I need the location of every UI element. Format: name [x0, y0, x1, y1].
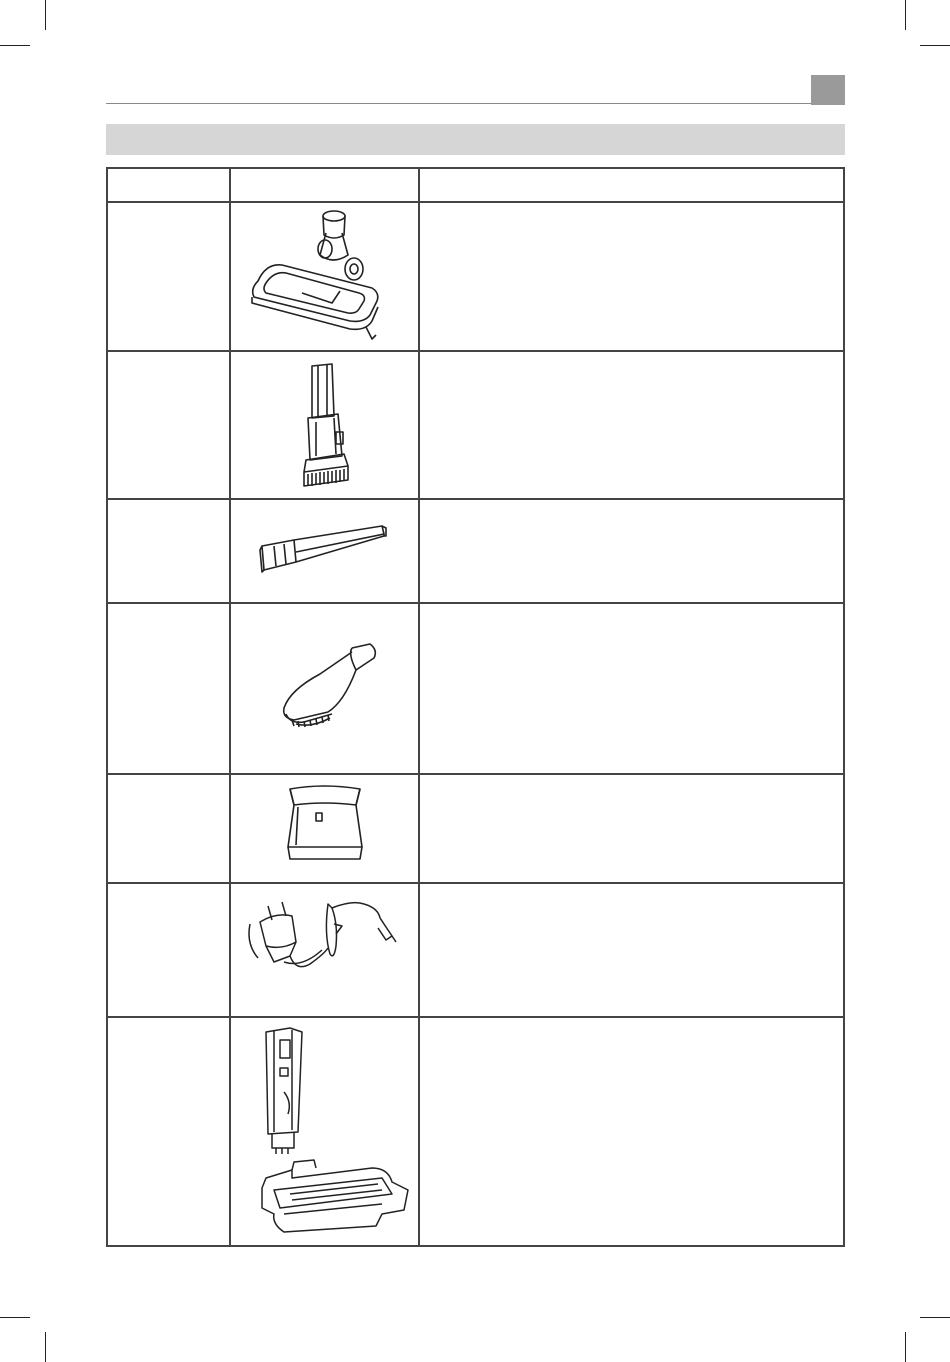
- section-title-bar: [106, 124, 845, 155]
- crop-mark-bottom-right-v: [905, 1332, 906, 1362]
- row-divider: [106, 602, 845, 604]
- power-adapter-icon: [232, 884, 416, 1016]
- upholstery-brush-icon: [232, 604, 416, 772]
- crop-mark-top-right-v: [905, 0, 906, 30]
- crop-mark-top-left-v: [45, 0, 46, 30]
- battery-and-wall-mount-icon: [232, 1018, 416, 1244]
- column-divider: [229, 167, 231, 1247]
- header-rule: [106, 103, 811, 104]
- crop-mark-top-left-h: [0, 45, 30, 46]
- column-divider: [418, 167, 420, 1247]
- crop-mark-bottom-left-h: [0, 1317, 30, 1318]
- table-border-top: [106, 167, 845, 169]
- page-tab: [811, 75, 845, 105]
- dusting-brush-icon: [232, 352, 416, 498]
- table-border-left: [106, 167, 108, 1247]
- floor-brush-head-icon: [232, 203, 416, 351]
- table-border-bottom: [106, 1245, 845, 1247]
- row-divider: [106, 498, 845, 500]
- crop-mark-bottom-left-v: [45, 1332, 46, 1362]
- table-border-right: [843, 167, 845, 1247]
- row-divider: [106, 350, 845, 352]
- header-row-divider: [106, 201, 845, 203]
- row-divider: [106, 1016, 845, 1018]
- crop-mark-top-right-h: [920, 45, 950, 46]
- charging-base-icon: [232, 775, 416, 883]
- crop-mark-bottom-right-h: [920, 1317, 950, 1318]
- parts-table: [106, 167, 845, 1247]
- crevice-tool-icon: [232, 500, 416, 602]
- row-divider: [106, 882, 845, 884]
- row-divider: [106, 773, 845, 775]
